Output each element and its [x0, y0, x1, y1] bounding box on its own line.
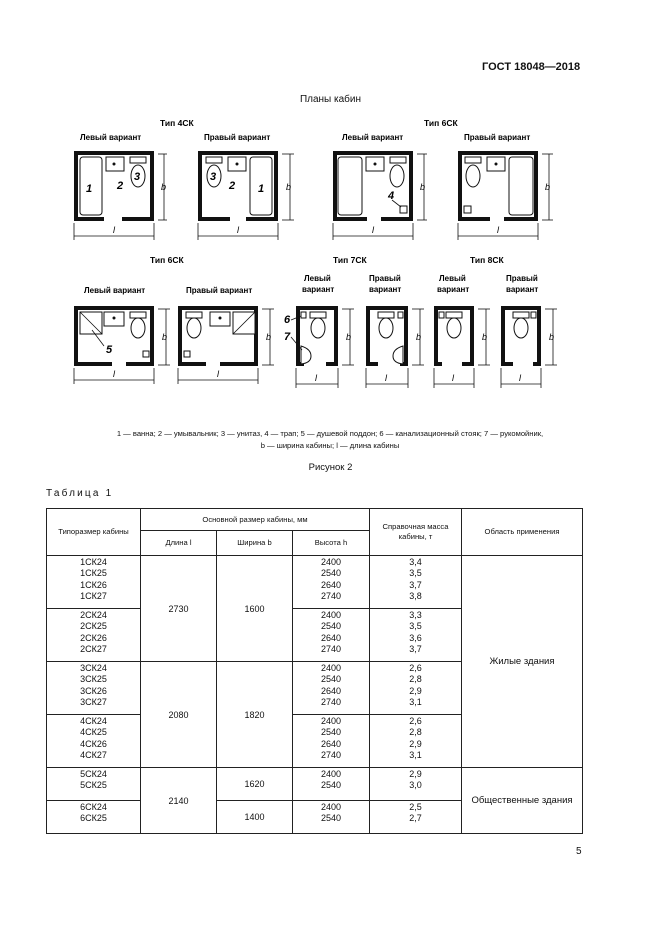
header-main-size: Основной размер кабины, мм	[141, 509, 370, 531]
header-type: Типоразмер кабины	[47, 509, 141, 556]
height-cell: 2400 2540	[293, 801, 370, 834]
type-label-4sk: Тип 4СК	[160, 118, 194, 128]
variant-label-left-6sk-b: Левый вариант	[84, 286, 146, 295]
dim-l-5: l	[113, 369, 115, 379]
header-mass: Справочная масса кабины, т	[370, 509, 462, 556]
height-cell: 2400 2540 2640 2740	[293, 609, 370, 662]
plan-8sk-right	[501, 306, 557, 388]
variant-label-left-6sk: Левый вариант	[342, 133, 404, 142]
header-area: Область применения	[462, 509, 583, 556]
variant-word-right-8sk: Правый	[506, 274, 538, 283]
variant-label-left-4sk: Левый вариант	[80, 133, 142, 142]
variant-label-right-4sk: Правый вариант	[204, 133, 271, 142]
dim-b-8: b	[416, 332, 422, 342]
mass-cell: 3,3 3,5 3,6 3,7	[370, 609, 462, 662]
type-label-6sk-mid: Тип 6СК	[150, 255, 184, 265]
plans-title: Планы кабин	[299, 94, 362, 105]
legend-line-2: b — ширина кабины; l — длина кабины	[260, 441, 400, 450]
mass-cell: 2,6 2,8 2,9 3,1	[370, 715, 462, 768]
length-cell: 2140	[141, 768, 217, 834]
plan-6sk-shower-left	[74, 306, 170, 384]
page-number: 5	[576, 846, 582, 857]
width-cell: 1820	[217, 662, 293, 768]
type-cell: 1СК24 1СК25 1СК26 1СК27	[47, 556, 141, 609]
dim-l-6: l	[217, 369, 219, 379]
variant-label-right-6sk-b: Правый вариант	[186, 286, 253, 295]
plan-6sk-shower-right	[178, 306, 274, 384]
figure-legend	[44, 428, 616, 452]
width-cell: 1620	[217, 768, 293, 801]
dim-l-10: l	[519, 373, 521, 383]
plan-num-7: 7	[284, 331, 291, 343]
plan-num-1b: 1	[258, 183, 265, 195]
variant-word-left-7sk: Левый	[304, 274, 331, 283]
dim-l-9: l	[452, 373, 454, 383]
plan-num-4: 4	[388, 190, 395, 202]
plan-num-3b: 3	[210, 171, 217, 183]
table-caption: Таблица 1	[46, 488, 114, 499]
area-cell-residential: Жилые здания	[462, 556, 583, 768]
mass-cell: 2,6 2,8 2,9 3,1	[370, 662, 462, 715]
header-length: Длина l	[141, 531, 217, 556]
height-cell: 2400 2540 2640 2740	[293, 662, 370, 715]
dim-b-4: b	[545, 182, 551, 192]
dim-l-8: l	[385, 373, 387, 383]
header-height: Высота h	[293, 531, 370, 556]
type-cell: 4СК24 4СК25 4СК26 4СК27	[47, 715, 141, 768]
dim-l-1: l	[113, 225, 115, 235]
cabin-size-table	[46, 508, 583, 834]
legend-line-1: 1 — ванна; 2 — умывальник; 3 — унитаз, 4 — трап; 5 — душевой поддон; 6 — канализационный стояк; 7 — рукомойник,	[116, 429, 544, 438]
mass-cell: 2,9 3,0	[370, 768, 462, 801]
variant-label-right-6sk: Правый вариант	[464, 133, 531, 142]
width-cell: 1600	[217, 556, 293, 662]
standard-number: ГОСТ 18048—2018	[482, 61, 581, 73]
plan-num-6: 6	[284, 314, 291, 326]
type-label-7sk: Тип 7СК	[333, 255, 367, 265]
variant-word-right-7sk-2: вариант	[369, 285, 402, 294]
cabin-plans-drawing	[0, 0, 661, 420]
variant-word-right-8sk-2: вариант	[506, 285, 539, 294]
plan-7sk-left	[284, 306, 354, 388]
height-cell: 2400 2540 2640 2740	[293, 556, 370, 609]
variant-word-left-8sk: Левый	[439, 274, 466, 283]
dim-l-3: l	[372, 225, 374, 235]
dim-b-10: b	[549, 332, 555, 342]
plan-4sk-left	[74, 151, 167, 240]
dim-b-3: b	[420, 182, 426, 192]
dim-b-5: b	[162, 332, 168, 342]
type-label-8sk: Тип 8СК	[470, 255, 504, 265]
plan-8sk-left	[434, 306, 490, 388]
area-cell-public: Общественные здания	[462, 768, 583, 834]
dim-l-2: l	[237, 225, 239, 235]
length-cell: 2080	[141, 662, 217, 768]
figure-caption: Рисунок 2	[308, 462, 353, 473]
type-cell: 5СК24 5СК25	[47, 768, 141, 801]
dim-b-1: b	[161, 182, 167, 192]
type-cell: 6СК24 6СК25	[47, 801, 141, 834]
plan-num-3: 3	[134, 171, 141, 183]
variant-word-left-8sk-2: вариант	[437, 285, 470, 294]
plan-num-2b: 2	[229, 180, 236, 192]
dim-b-6: b	[266, 332, 272, 342]
plan-6sk-left	[333, 151, 427, 240]
type-cell: 2СК24 2СК25 2СК26 2СК27	[47, 609, 141, 662]
plan-num-2: 2	[117, 180, 124, 192]
plan-7sk-right	[366, 306, 424, 388]
dim-b-7: b	[346, 332, 352, 342]
width-cell: 1400	[217, 801, 293, 834]
dim-l-7: l	[315, 373, 317, 383]
plan-num-5: 5	[106, 344, 113, 356]
plan-num-1: 1	[86, 183, 93, 195]
length-cell: 2730	[141, 556, 217, 662]
mass-cell: 3,4 3,5 3,7 3,8	[370, 556, 462, 609]
height-cell: 2400 2540	[293, 768, 370, 801]
variant-word-left-7sk-2: вариант	[302, 285, 335, 294]
dim-b-2: b	[286, 182, 292, 192]
header-width: Ширина b	[217, 531, 293, 556]
height-cell: 2400 2540 2640 2740	[293, 715, 370, 768]
type-label-6sk-top: Тип 6СК	[424, 118, 458, 128]
plan-6sk-right	[458, 151, 553, 240]
dim-b-9: b	[482, 332, 488, 342]
type-cell: 3СК24 3СК25 3СК26 3СК27	[47, 662, 141, 715]
mass-cell: 2,5 2,7	[370, 801, 462, 834]
dim-l-4: l	[497, 225, 499, 235]
variant-word-right-7sk: Правый	[369, 274, 401, 283]
plan-4sk-right	[198, 151, 294, 240]
